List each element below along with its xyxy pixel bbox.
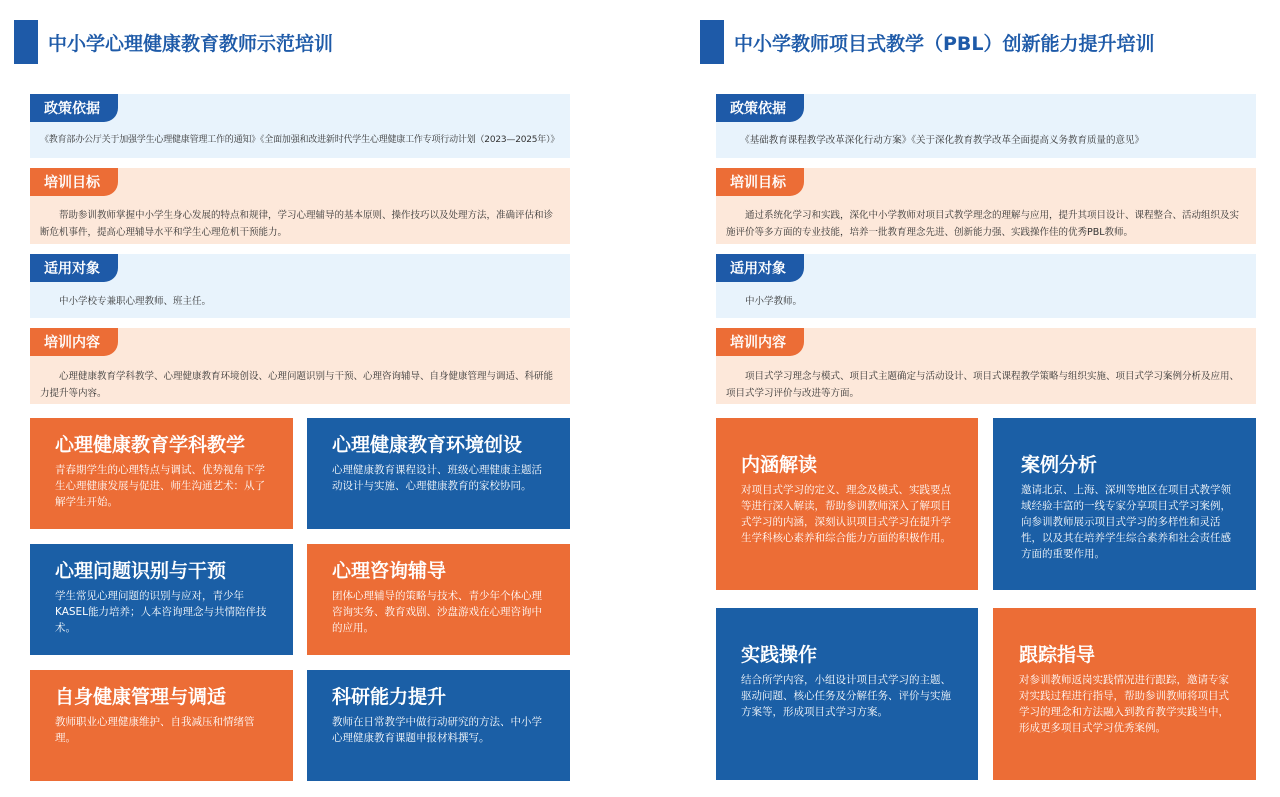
- section-tag: 政策依据: [30, 94, 118, 122]
- module-card: [993, 608, 1256, 780]
- page-title: 中小学教师项目式教学（PBL）创新能力提升培训: [734, 32, 1155, 55]
- policy-section: [716, 94, 1256, 158]
- card-text: 对参训教师返岗实践情况进行跟踪，邀请专家对实践过程进行指导，帮助参训教师将项目式学习的理念和方法融入到教育教学实践当中，形成更多项目式学习优秀案例。: [1019, 674, 1229, 734]
- card-title: 跟踪指导: [1019, 644, 1096, 666]
- card-title: 自身健康管理与调适: [55, 686, 227, 708]
- section-text: 心理健康教育学科教学、心理健康教育环境创设、心理问题识别与干预、心理咨询辅导、自身健康管理与调适、科研能力提升等内容。: [40, 371, 554, 399]
- card-title: 心理咨询辅导: [332, 560, 447, 582]
- card-text: 结合所学内容，小组设计项目式学习的主题、驱动问题、核心任务及分解任务、评价与实施方案等，形成项目式学习方案。: [741, 674, 951, 718]
- policy-section: [30, 94, 570, 158]
- title-accent-bar: [14, 20, 38, 64]
- card-title: 科研能力提升: [332, 686, 447, 708]
- card-text: 教师在日常教学中做行动研究的方法、中小学心理健康教育课题申报材料撰写。: [332, 716, 542, 744]
- module-card: [716, 418, 978, 590]
- section-tag: 政策依据: [716, 94, 804, 122]
- module-card: [307, 544, 570, 655]
- section-tag: 培训目标: [716, 168, 804, 196]
- section-tag: 适用对象: [716, 254, 804, 282]
- card-title: 心理健康教育学科教学: [55, 434, 246, 456]
- module-card: [30, 544, 293, 655]
- card-text: 青春期学生的心理特点与调试、优势视角下学生心理健康发展与促进、师生沟通艺术：从了解学生开始。: [55, 464, 265, 508]
- card-title: 内涵解读: [741, 454, 818, 476]
- right-title-bar: [700, 20, 1155, 64]
- content-section: [30, 328, 570, 404]
- section-text: 中小学校专兼职心理教师、班主任。: [40, 296, 212, 307]
- section-text: 《基础教育课程教学改革深化行动方案》《关于深化教育教学改革全面提高义务教育质量的意见》: [726, 135, 1145, 146]
- card-text: 心理健康教育课程设计、班级心理健康主题活动设计与实施、心理健康教育的家校协同。: [332, 464, 542, 492]
- section-tag: 培训目标: [30, 168, 118, 196]
- section-text: 项目式学习理念与模式、项目式主题确定与活动设计、项目式课程教学策略与组织实施、项目式学习案例分析及应用、项目式学习评价与改进等方面。: [726, 371, 1240, 399]
- module-card: [307, 670, 570, 781]
- card-text: 学生常见心理问题的识别与应对，青少年KASEL能力培养；人本咨询理念与共情陪伴技术。: [55, 590, 267, 634]
- card-title: 案例分析: [1021, 454, 1098, 476]
- module-card: [716, 608, 978, 780]
- section-text: 中小学教师。: [726, 296, 803, 307]
- module-card: [307, 418, 570, 529]
- module-card: [30, 418, 293, 529]
- title-accent-bar: [700, 20, 724, 64]
- page-title: 中小学心理健康教育教师示范培训: [48, 32, 334, 55]
- goal-section: [716, 168, 1256, 244]
- section-text: 《教育部办公厅关于加强学生心理健康管理工作的通知》《全面加强和改进新时代学生心理健康工作专项行动计划（2023—2025年）》: [40, 135, 560, 145]
- card-title: 心理健康教育环境创设: [332, 434, 523, 456]
- goal-section: [30, 168, 570, 244]
- card-title: 实践操作: [741, 644, 818, 666]
- card-text: 邀请北京、上海、深圳等地区在项目式教学领域经验丰富的一线专家分享项目式学习案例，向参训教师展示项目式学习的多样性和灵活性，以及其在培养学生综合素养和社会责任感方面的重要作用。: [1021, 484, 1231, 560]
- section-tag: 培训内容: [30, 328, 118, 356]
- left-title-bar: [0, 20, 333, 64]
- card-text: 对项目式学习的定义、理念及模式、实践要点等进行深入解读，帮助参训教师深入了解项目式学习的内涵，深刻认识项目式学习在提升学生学科核心素养和综合能力方面的积极作用。: [741, 484, 951, 544]
- content-section: [716, 328, 1256, 404]
- module-card: [993, 418, 1256, 590]
- section-text: 帮助参训教师掌握中小学生身心发展的特点和规律，学习心理辅导的基本原则、操作技巧以及处理方法，准确评估和诊断危机事件，提高心理辅导水平和学生心理危机干预能力。: [40, 210, 554, 238]
- card-text: 教师职业心理健康维护、自我减压和情绪管理。: [55, 716, 255, 744]
- audience-section: [30, 254, 570, 318]
- section-text: 通过系统化学习和实践，深化中小学教师对项目式教学理念的理解与应用，提升其项目设计、课程整合、活动组织及实施评价等多方面的专业技能，培养一批教育理念先进、创新能力强、实践操作佳的优秀PBL教师。: [726, 210, 1240, 238]
- section-tag: 培训内容: [716, 328, 804, 356]
- section-tag: 适用对象: [30, 254, 118, 282]
- audience-section: [716, 254, 1256, 318]
- module-card: [30, 670, 293, 781]
- card-text: 团体心理辅导的策略与技术、青少年个体心理咨询实务、教育戏剧、沙盘游戏在心理咨询中的应用。: [332, 590, 542, 634]
- card-title: 心理问题识别与干预: [55, 560, 227, 582]
